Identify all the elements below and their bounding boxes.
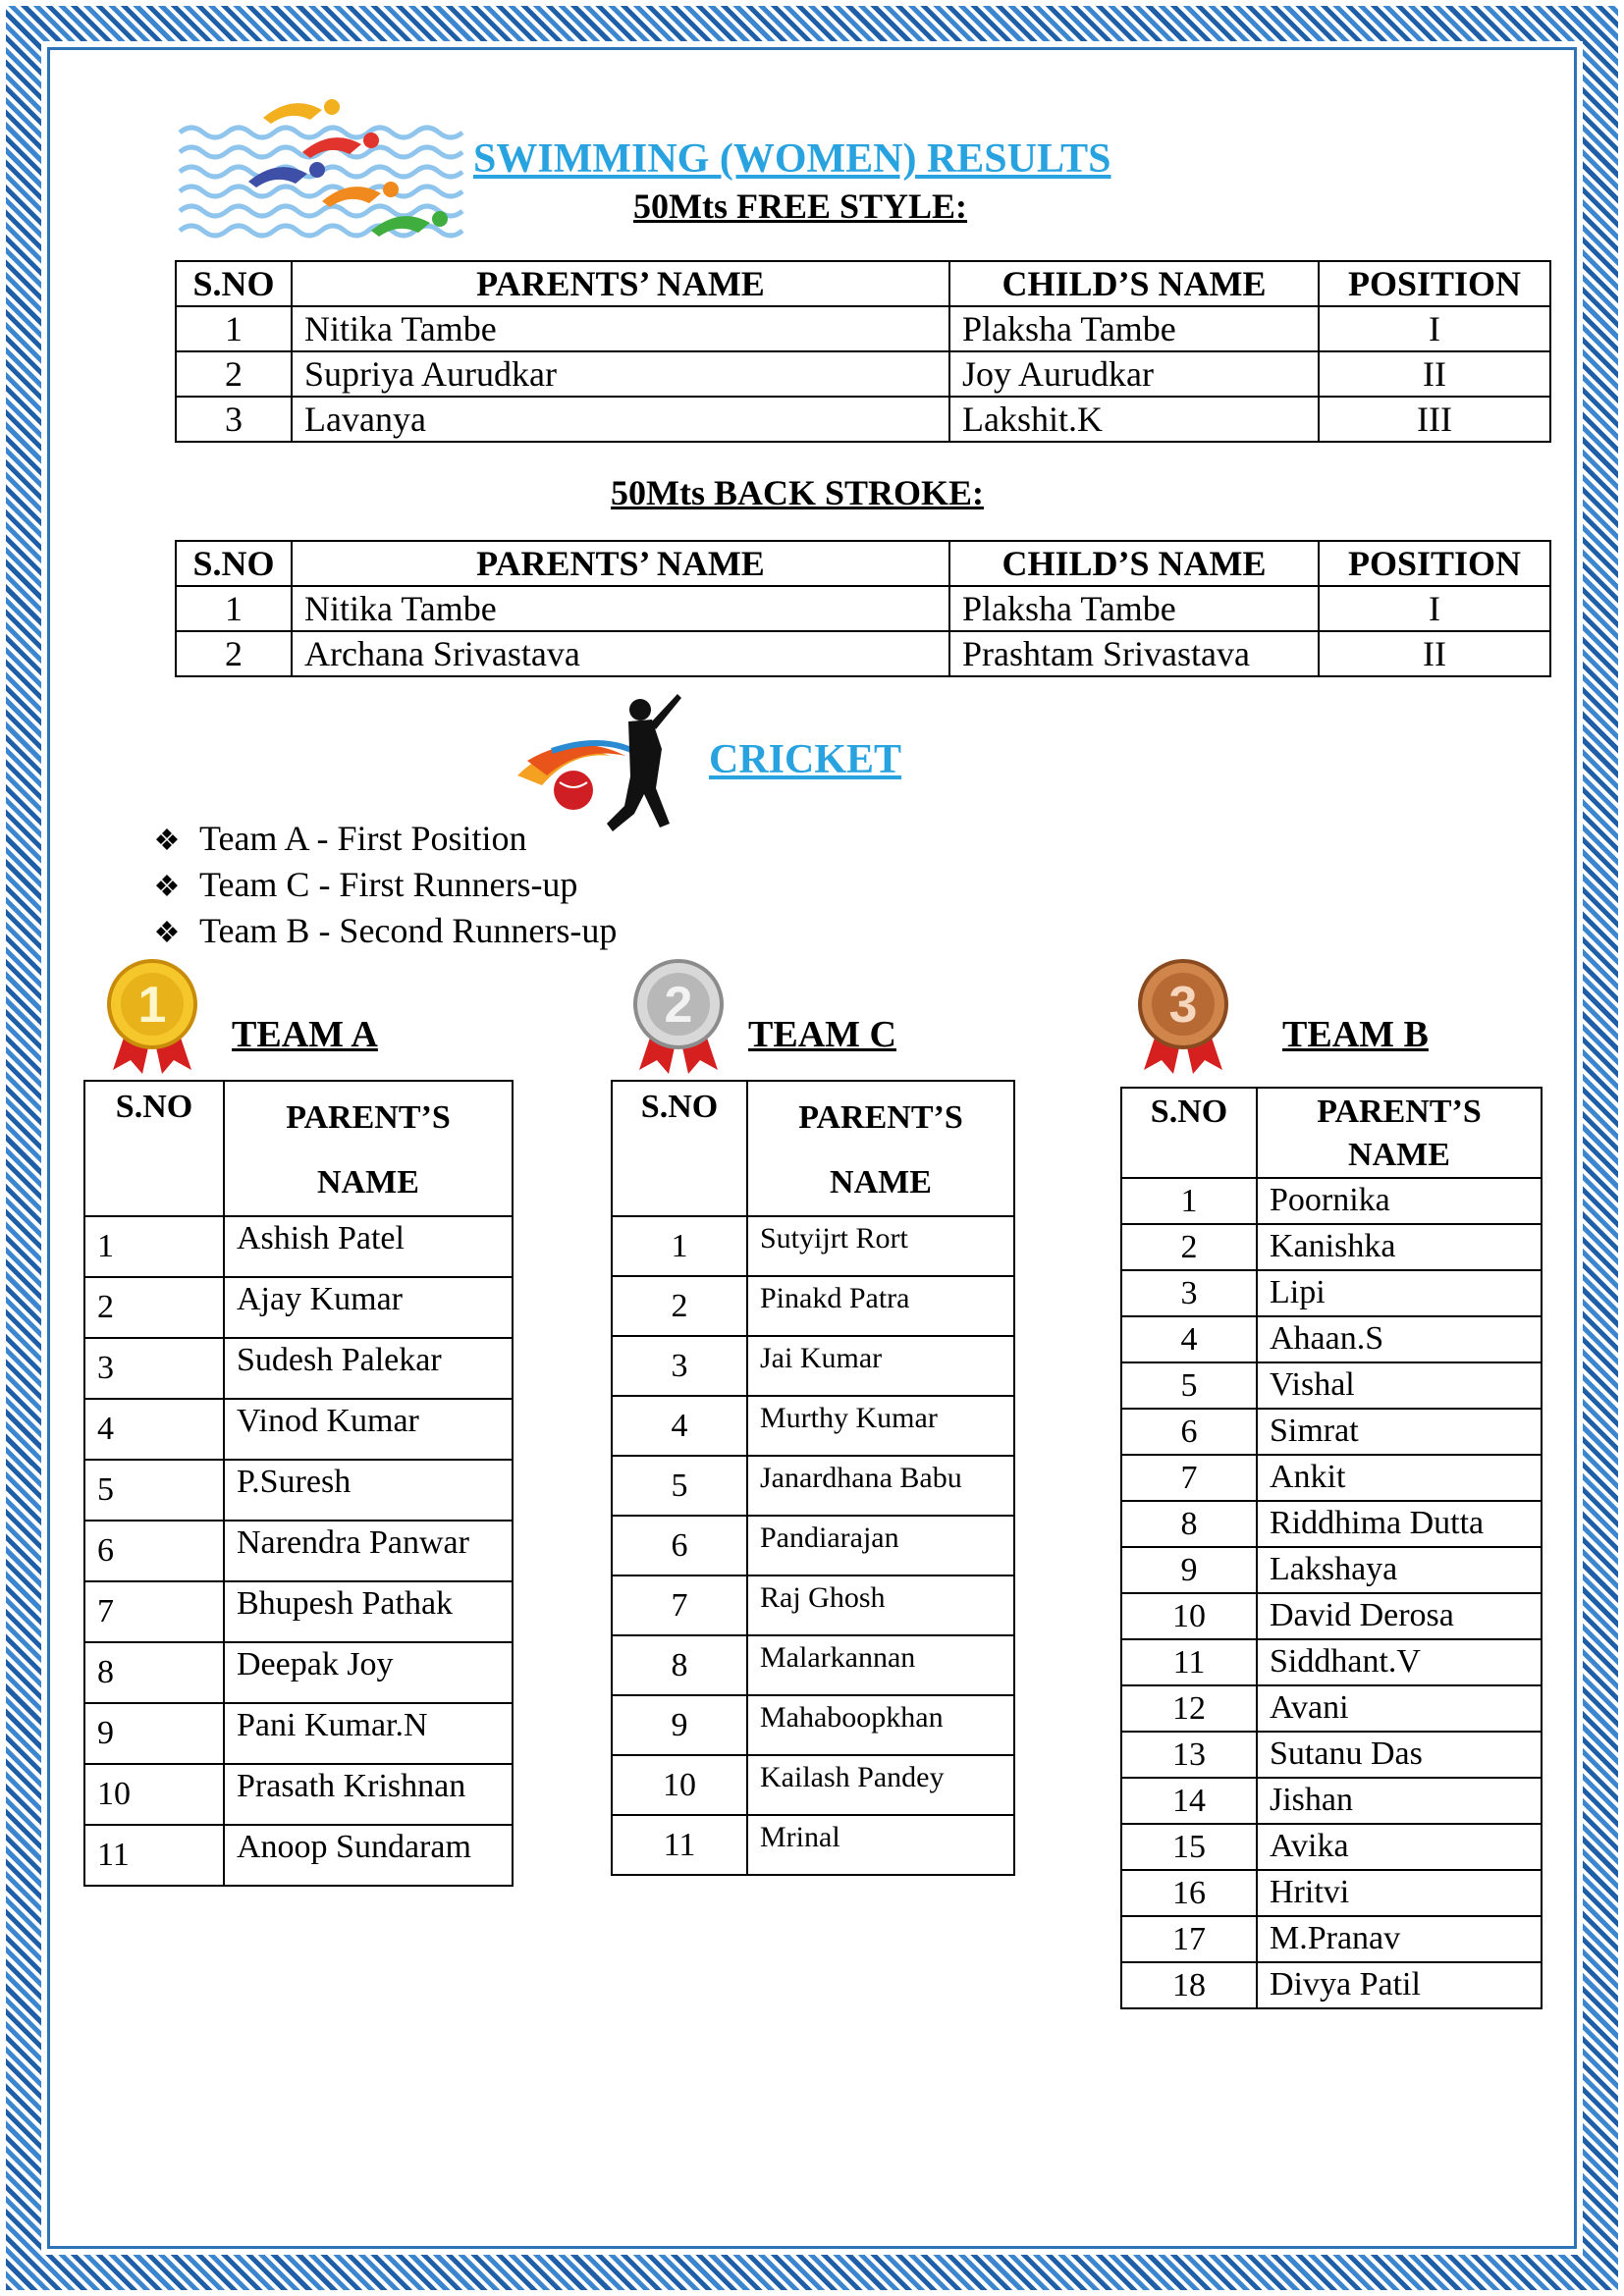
table-row <box>84 1764 513 1825</box>
header-position: POSITION <box>1319 261 1550 306</box>
parent-name-cell: Ajay Kumar <box>224 1277 513 1338</box>
table-row <box>84 1460 513 1521</box>
parent-name-cell: Archana Srivastava <box>292 631 949 676</box>
header-childs-name: CHILD’S NAME <box>949 261 1319 306</box>
table-row <box>84 1825 513 1886</box>
cricket-logo-icon <box>513 682 709 839</box>
parent-name-cell: Siddhant.V <box>1257 1639 1542 1685</box>
parent-name-cell: Jai Kumar <box>747 1336 1014 1396</box>
table-header-row <box>612 1081 1014 1216</box>
table-row <box>84 1277 513 1338</box>
parent-name-cell: P.Suresh <box>224 1460 513 1521</box>
table-row <box>84 1338 513 1399</box>
team-b-title: TEAM B <box>1282 1014 1429 1055</box>
header-parents-name: PARENTS’ NAME <box>292 541 949 586</box>
position-cell: I <box>1319 306 1550 351</box>
parent-name-cell: Ankit <box>1257 1455 1542 1501</box>
parent-name-cell: Jishan <box>1257 1778 1542 1824</box>
parent-name-cell: Sudesh Palekar <box>224 1338 513 1399</box>
table-row <box>612 1575 1014 1635</box>
table-row <box>612 1516 1014 1575</box>
sno-cell: 16 <box>1121 1870 1257 1916</box>
parent-name-cell: Nitika Tambe <box>292 306 949 351</box>
sno-cell: 12 <box>1121 1685 1257 1732</box>
sno-cell: 6 <box>612 1516 747 1575</box>
backstroke-results-table <box>175 540 1551 677</box>
parent-name-cell: Nitika Tambe <box>292 586 949 631</box>
sno-cell: 8 <box>84 1642 224 1703</box>
table-row <box>176 586 1550 631</box>
medal-number: 2 <box>664 977 693 1034</box>
child-name-cell: Joy Aurudkar <box>949 351 1319 397</box>
swimming-logo-icon <box>175 93 469 240</box>
parent-name-cell: Anoop Sundaram <box>224 1825 513 1886</box>
sno-cell: 7 <box>1121 1455 1257 1501</box>
team-a-table <box>83 1080 514 1887</box>
table-header-row <box>84 1081 513 1216</box>
table-row <box>1121 1409 1542 1455</box>
cricket-title: CRICKET <box>709 737 902 782</box>
table-header-row <box>1121 1088 1542 1178</box>
table-row <box>1121 1178 1542 1224</box>
table-row <box>612 1815 1014 1875</box>
sno-cell: 1 <box>176 306 292 351</box>
table-row <box>1121 1639 1542 1685</box>
parent-name-cell: Supriya Aurudkar <box>292 351 949 397</box>
table-row <box>612 1695 1014 1755</box>
sno-cell: 14 <box>1121 1778 1257 1824</box>
sno-cell: 10 <box>1121 1593 1257 1639</box>
parent-name-cell: Murthy Kumar <box>747 1396 1014 1456</box>
table-row <box>1121 1593 1542 1639</box>
header-sno: S.NO <box>176 541 292 586</box>
header-sno: S.NO <box>84 1081 224 1216</box>
parent-name-cell: Kanishka <box>1257 1224 1542 1270</box>
table-row <box>612 1456 1014 1516</box>
table-row <box>612 1396 1014 1456</box>
team-a-rows <box>84 1216 513 1886</box>
sno-cell: 11 <box>1121 1639 1257 1685</box>
sno-cell: 8 <box>1121 1501 1257 1547</box>
diamond-bullet-icon: ❖ <box>153 825 181 857</box>
parent-name-cell: Mrinal <box>747 1815 1014 1875</box>
team-a-title: TEAM A <box>232 1014 378 1055</box>
silver-medal-icon <box>624 957 732 1075</box>
parent-name-cell: Lavanya <box>292 397 949 442</box>
team-b-table <box>1120 1087 1543 2009</box>
sno-cell: 3 <box>84 1338 224 1399</box>
parent-name-cell: Riddhima Dutta <box>1257 1501 1542 1547</box>
sno-cell: 2 <box>612 1276 747 1336</box>
table-row <box>612 1635 1014 1695</box>
position-cell: II <box>1319 631 1550 676</box>
position-cell: I <box>1319 586 1550 631</box>
backstroke-heading: 50Mts BACK STROKE: <box>611 473 985 512</box>
sno-cell: 3 <box>1121 1270 1257 1316</box>
parent-name-cell: David Derosa <box>1257 1593 1542 1639</box>
parent-name-cell: Hritvi <box>1257 1870 1542 1916</box>
header-parents-name: PARENT’S NAME <box>1257 1088 1542 1178</box>
sno-cell: 4 <box>1121 1316 1257 1362</box>
table-row <box>1121 1916 1542 1962</box>
sno-cell: 6 <box>84 1521 224 1581</box>
table-header-row <box>176 261 1550 306</box>
parent-name-cell: M.Pranav <box>1257 1916 1542 1962</box>
sno-cell: 4 <box>84 1399 224 1460</box>
table-row <box>1121 1732 1542 1778</box>
table-row <box>1121 1316 1542 1362</box>
sno-cell: 10 <box>84 1764 224 1825</box>
sno-cell: 7 <box>612 1575 747 1635</box>
diamond-bullet-icon: ❖ <box>153 917 181 949</box>
table-row <box>1121 1870 1542 1916</box>
header-sno: S.NO <box>612 1081 747 1216</box>
header-parents-name: PARENTS’ NAME <box>292 261 949 306</box>
table-row <box>1121 1962 1542 2008</box>
sno-cell: 18 <box>1121 1962 1257 2008</box>
sno-cell: 6 <box>1121 1409 1257 1455</box>
sno-cell: 4 <box>612 1396 747 1456</box>
parent-name-cell: Sutanu Das <box>1257 1732 1542 1778</box>
table-row <box>1121 1270 1542 1316</box>
sno-cell: 1 <box>176 586 292 631</box>
sno-cell: 13 <box>1121 1732 1257 1778</box>
table-row <box>84 1216 513 1277</box>
table-row <box>1121 1501 1542 1547</box>
parent-name-cell: Lipi <box>1257 1270 1542 1316</box>
table-row <box>84 1521 513 1581</box>
list-item: ❖ Team A - First Position <box>152 817 617 863</box>
table-row <box>1121 1685 1542 1732</box>
parent-name-cell: Avani <box>1257 1685 1542 1732</box>
table-row <box>176 397 1550 442</box>
table-row <box>84 1581 513 1642</box>
child-name-cell: Plaksha Tambe <box>949 586 1319 631</box>
team-b-rows <box>1121 1178 1542 2008</box>
sno-cell: 2 <box>84 1277 224 1338</box>
parent-name-cell: Divya Patil <box>1257 1962 1542 2008</box>
child-name-cell: Plaksha Tambe <box>949 306 1319 351</box>
header-sno: S.NO <box>176 261 292 306</box>
cricket-results-list <box>152 817 617 955</box>
sno-cell: 9 <box>612 1695 747 1755</box>
position-cell: III <box>1319 397 1550 442</box>
sno-cell: 5 <box>612 1456 747 1516</box>
sno-cell: 2 <box>1121 1224 1257 1270</box>
parent-name-cell: Raj Ghosh <box>747 1575 1014 1635</box>
table-row <box>612 1755 1014 1815</box>
parent-name-cell: Kailash Pandey <box>747 1755 1014 1815</box>
parent-name-cell: Prasath Krishnan <box>224 1764 513 1825</box>
table-row <box>1121 1455 1542 1501</box>
parent-name-cell: Vishal <box>1257 1362 1542 1409</box>
swimming-title: SWIMMING (WOMEN) RESULTS <box>473 136 1111 182</box>
child-name-cell: Lakshit.K <box>949 397 1319 442</box>
sno-cell: 5 <box>1121 1362 1257 1409</box>
parent-name-cell: Deepak Joy <box>224 1642 513 1703</box>
parent-name-cell: Malarkannan <box>747 1635 1014 1695</box>
sno-cell: 9 <box>1121 1547 1257 1593</box>
table-header-row <box>176 541 1550 586</box>
parent-name-cell: Janardhana Babu <box>747 1456 1014 1516</box>
diamond-bullet-icon: ❖ <box>153 871 181 903</box>
sno-cell: 11 <box>84 1825 224 1886</box>
parent-name-cell: Narendra Panwar <box>224 1521 513 1581</box>
table-row <box>1121 1824 1542 1870</box>
parent-name-cell: Lakshaya <box>1257 1547 1542 1593</box>
team-c-title: TEAM C <box>748 1014 896 1055</box>
freestyle-heading: 50Mts FREE STYLE: <box>633 187 968 226</box>
table-row <box>84 1399 513 1460</box>
table-row <box>84 1642 513 1703</box>
header-sno: S.NO <box>1121 1088 1257 1178</box>
list-item: ❖ Team C - First Runners-up <box>152 863 617 909</box>
parent-name-cell: Pani Kumar.N <box>224 1703 513 1764</box>
sno-cell: 1 <box>1121 1178 1257 1224</box>
table-row <box>1121 1547 1542 1593</box>
sno-cell: 10 <box>612 1755 747 1815</box>
medal-number: 1 <box>137 977 167 1034</box>
sno-cell: 3 <box>176 397 292 442</box>
table-row <box>612 1336 1014 1396</box>
sno-cell: 5 <box>84 1460 224 1521</box>
header-position: POSITION <box>1319 541 1550 586</box>
sno-cell: 9 <box>84 1703 224 1764</box>
sno-cell: 17 <box>1121 1916 1257 1962</box>
sno-cell: 15 <box>1121 1824 1257 1870</box>
bronze-medal-icon <box>1129 957 1237 1075</box>
parent-name-cell: Sutyijrt Rort <box>747 1216 1014 1276</box>
sno-cell: 7 <box>84 1581 224 1642</box>
sno-cell: 1 <box>612 1216 747 1276</box>
position-cell: II <box>1319 351 1550 397</box>
table-row <box>84 1703 513 1764</box>
parent-name-cell: Bhupesh Pathak <box>224 1581 513 1642</box>
parent-name-cell: Poornika <box>1257 1178 1542 1224</box>
sno-cell: 8 <box>612 1635 747 1695</box>
sno-cell: 3 <box>612 1336 747 1396</box>
table-row <box>612 1276 1014 1336</box>
table-row <box>176 631 1550 676</box>
parent-name-cell: Ahaan.S <box>1257 1316 1542 1362</box>
team-c-rows <box>612 1216 1014 1875</box>
parent-name-cell: Avika <box>1257 1824 1542 1870</box>
parent-name-cell: Pandiarajan <box>747 1516 1014 1575</box>
freestyle-results-table <box>175 260 1551 443</box>
header-parents-name: PARENT’S NAME <box>747 1081 1014 1216</box>
medal-number: 3 <box>1168 977 1198 1034</box>
list-item: ❖ Team B - Second Runners-up <box>152 909 617 955</box>
table-row <box>1121 1362 1542 1409</box>
header-parents-name: PARENT’S NAME <box>224 1081 513 1216</box>
sno-cell: 2 <box>176 351 292 397</box>
header-childs-name: CHILD’S NAME <box>949 541 1319 586</box>
gold-medal-icon <box>98 957 206 1075</box>
sno-cell: 1 <box>84 1216 224 1277</box>
parent-name-cell: Ashish Patel <box>224 1216 513 1277</box>
sno-cell: 2 <box>176 631 292 676</box>
table-row <box>1121 1224 1542 1270</box>
table-row <box>176 351 1550 397</box>
table-row <box>612 1216 1014 1276</box>
child-name-cell: Prashtam Srivastava <box>949 631 1319 676</box>
table-row <box>1121 1778 1542 1824</box>
sno-cell: 11 <box>612 1815 747 1875</box>
parent-name-cell: Simrat <box>1257 1409 1542 1455</box>
parent-name-cell: Pinakd Patra <box>747 1276 1014 1336</box>
table-row <box>176 306 1550 351</box>
parent-name-cell: Vinod Kumar <box>224 1399 513 1460</box>
team-c-table <box>611 1080 1015 1876</box>
parent-name-cell: Mahaboopkhan <box>747 1695 1014 1755</box>
